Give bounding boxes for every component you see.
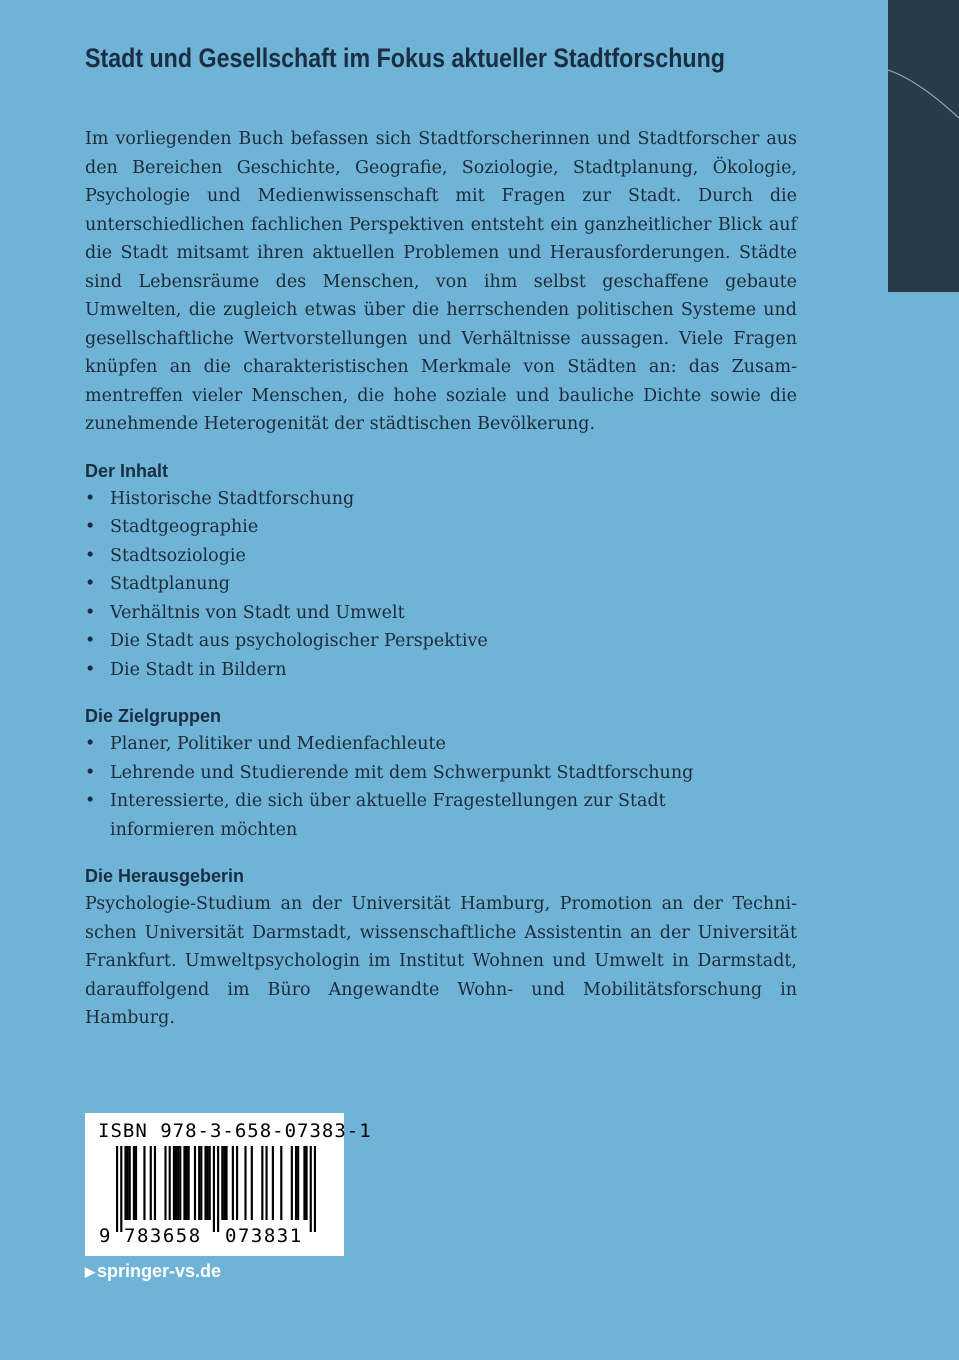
barcode-bar xyxy=(236,1146,238,1220)
barcode-bar xyxy=(209,1146,211,1220)
list-item: • Verhältnis von Stadt und Umwelt xyxy=(85,599,797,628)
bullet-icon: • xyxy=(85,659,96,680)
bullet-icon: • xyxy=(85,488,96,509)
barcode-bar xyxy=(133,1146,135,1220)
barcode-bar xyxy=(150,1146,152,1220)
barcode-bar xyxy=(291,1146,293,1220)
barcode-guard-bar xyxy=(217,1146,219,1232)
barcode-bar xyxy=(143,1146,145,1220)
list-item: • Stadtplanung xyxy=(85,570,797,599)
list-item: • Die Stadt in Bildern xyxy=(85,656,797,685)
barcode-bar xyxy=(265,1146,267,1220)
bullet-icon: • xyxy=(85,517,96,537)
barcode-bar xyxy=(221,1146,223,1220)
bullet-icon: • xyxy=(85,734,96,754)
section-heading-zielgruppen: Die Zielgruppen xyxy=(85,706,222,726)
list-item: • Planer, Politiker und Medienfachleute xyxy=(85,730,797,759)
barcode-bar xyxy=(244,1146,246,1220)
barcode-bar xyxy=(225,1146,227,1220)
herausgeberin-paragraph: Psychologie-Studium an der Universität Hamburg, Promotion an der Technischen Universität Darmstadt, wissenschaftliche Assistentin an der Universität Frankfurt. Umweltpsychologin im Institut Wohnen und Umwelt in Darmstadt, darauffolgend im Büro Angewandte Wohn- und Mobilitätsforschung in Hamburg. xyxy=(85,894,797,1028)
barcode-bar xyxy=(204,1146,206,1220)
barcode-bar xyxy=(135,1146,137,1220)
bullet-icon: • xyxy=(85,574,96,594)
barcode-guard-bar xyxy=(314,1146,316,1232)
barcode-bar xyxy=(188,1146,190,1220)
barcode-bar xyxy=(183,1146,185,1220)
barcode-bar xyxy=(169,1146,171,1220)
barcode-bar xyxy=(305,1146,307,1220)
list-item: • Interessierte, die sich über aktuelle Fragestellungen zur Stadt informieren möchten xyxy=(85,787,730,844)
barcode-digit-first: 9 xyxy=(99,1225,111,1247)
barcode-digits-left: 783658 xyxy=(124,1225,202,1247)
isbn-label: ISBN 978-3-658-07383-1 xyxy=(98,1120,372,1142)
main-content xyxy=(85,125,797,1033)
barcode-guard-bar xyxy=(120,1146,122,1232)
barcode-bar xyxy=(280,1146,282,1220)
bullet-icon: • xyxy=(85,791,96,811)
corner-tab-decoration xyxy=(888,0,959,292)
isbn-barcode xyxy=(85,1113,372,1256)
curve-line-decoration xyxy=(888,0,959,292)
barcode-bar xyxy=(200,1146,202,1220)
barcode-bar xyxy=(207,1146,209,1220)
barcode-guard-bar xyxy=(310,1146,312,1232)
list-item: • Stadtgeographie xyxy=(85,513,797,542)
list-item: • Stadtsoziologie xyxy=(85,542,797,571)
section-heading-herausgeberin: Die Herausgeberin xyxy=(85,866,245,886)
barcode-bar xyxy=(295,1146,297,1220)
intro-paragraph: Im vorliegenden Buch befassen sich Stadtforscherinnen und Stadtforscher aus den Bereichen Geschichte, Geografie, Soziologie, Stadtplanung, Ökologie, Psychologie und Medienwissenschaft mit Fragen zur Stadt. Durch die unterschiedlichen fachlichen Perspektiven entsteht ein ganzheitlicher Blick auf die Stadt mitsamt ihren aktuellen Problemen und Herausforderungen. Städte sind Lebensräume des Menschen, von ihm selbst geschaffene gebaute Umwelten, die zugleich etwas über die herrschenden politischen Systeme und gesellschaftliche Wertvorstellungen und Verhältnisse aussagen. Viele Fragen knüpfen an die charakteristischen Merkmale von Städten an: das Zusammentreffen vieler Menschen, die hohe soziale und bauliche Dichte sowie die zunehmende Heterogenität der städtischen Bevölkerung. xyxy=(85,129,797,434)
play-arrow-icon: ▶ xyxy=(85,1264,95,1279)
barcode-bar xyxy=(198,1146,200,1220)
section-heading-inhalt: Der Inhalt xyxy=(85,460,169,481)
barcode-bar xyxy=(179,1146,181,1220)
barcode-guard-bar xyxy=(116,1146,118,1232)
section-inhalt xyxy=(85,457,797,685)
barcode-bar xyxy=(175,1146,177,1220)
barcode-guard-bar xyxy=(213,1146,215,1232)
list-item: • Die Stadt aus psychologischer Perspektive xyxy=(85,627,797,656)
barcode-bar xyxy=(232,1146,234,1220)
barcode-bar xyxy=(251,1146,253,1220)
barcode-bar xyxy=(185,1146,187,1220)
barcode-bar xyxy=(127,1146,129,1220)
barcode-bar xyxy=(261,1146,263,1220)
barcode-bar xyxy=(194,1146,196,1220)
barcode-bar xyxy=(297,1146,299,1220)
section-zielgruppen xyxy=(85,702,797,844)
publisher-website: springer-vs.de xyxy=(97,1261,222,1281)
publisher-link[interactable] xyxy=(85,1261,221,1282)
barcode-bar xyxy=(164,1146,166,1220)
barcode-bar xyxy=(124,1146,126,1220)
bullet-icon: • xyxy=(85,545,96,566)
page-title: Stadt und Gesellschaft im Fokus aktueller Stadtforschung xyxy=(85,43,725,73)
bullet-icon: • xyxy=(85,762,96,783)
barcode-bar xyxy=(173,1146,175,1220)
inhalt-list xyxy=(85,485,797,685)
list-item: • Lehrende und Studierende mit dem Schwerpunkt Stadtforschung xyxy=(85,759,797,788)
barcode-bar xyxy=(272,1146,274,1220)
barcode-bar xyxy=(303,1146,305,1220)
barcode-bars xyxy=(116,1146,316,1232)
barcode-bar xyxy=(223,1146,225,1220)
bullet-icon: • xyxy=(85,602,96,623)
bullet-icon: • xyxy=(85,631,96,651)
section-herausgeberin xyxy=(85,862,797,1033)
zielgruppen-list xyxy=(85,730,797,844)
barcode-bar xyxy=(154,1146,156,1220)
barcode-bar xyxy=(177,1146,179,1220)
barcode-digits-right: 073831 xyxy=(225,1225,303,1247)
barcode-bar xyxy=(129,1146,131,1220)
list-item: • Historische Stadtforschung xyxy=(85,485,797,514)
